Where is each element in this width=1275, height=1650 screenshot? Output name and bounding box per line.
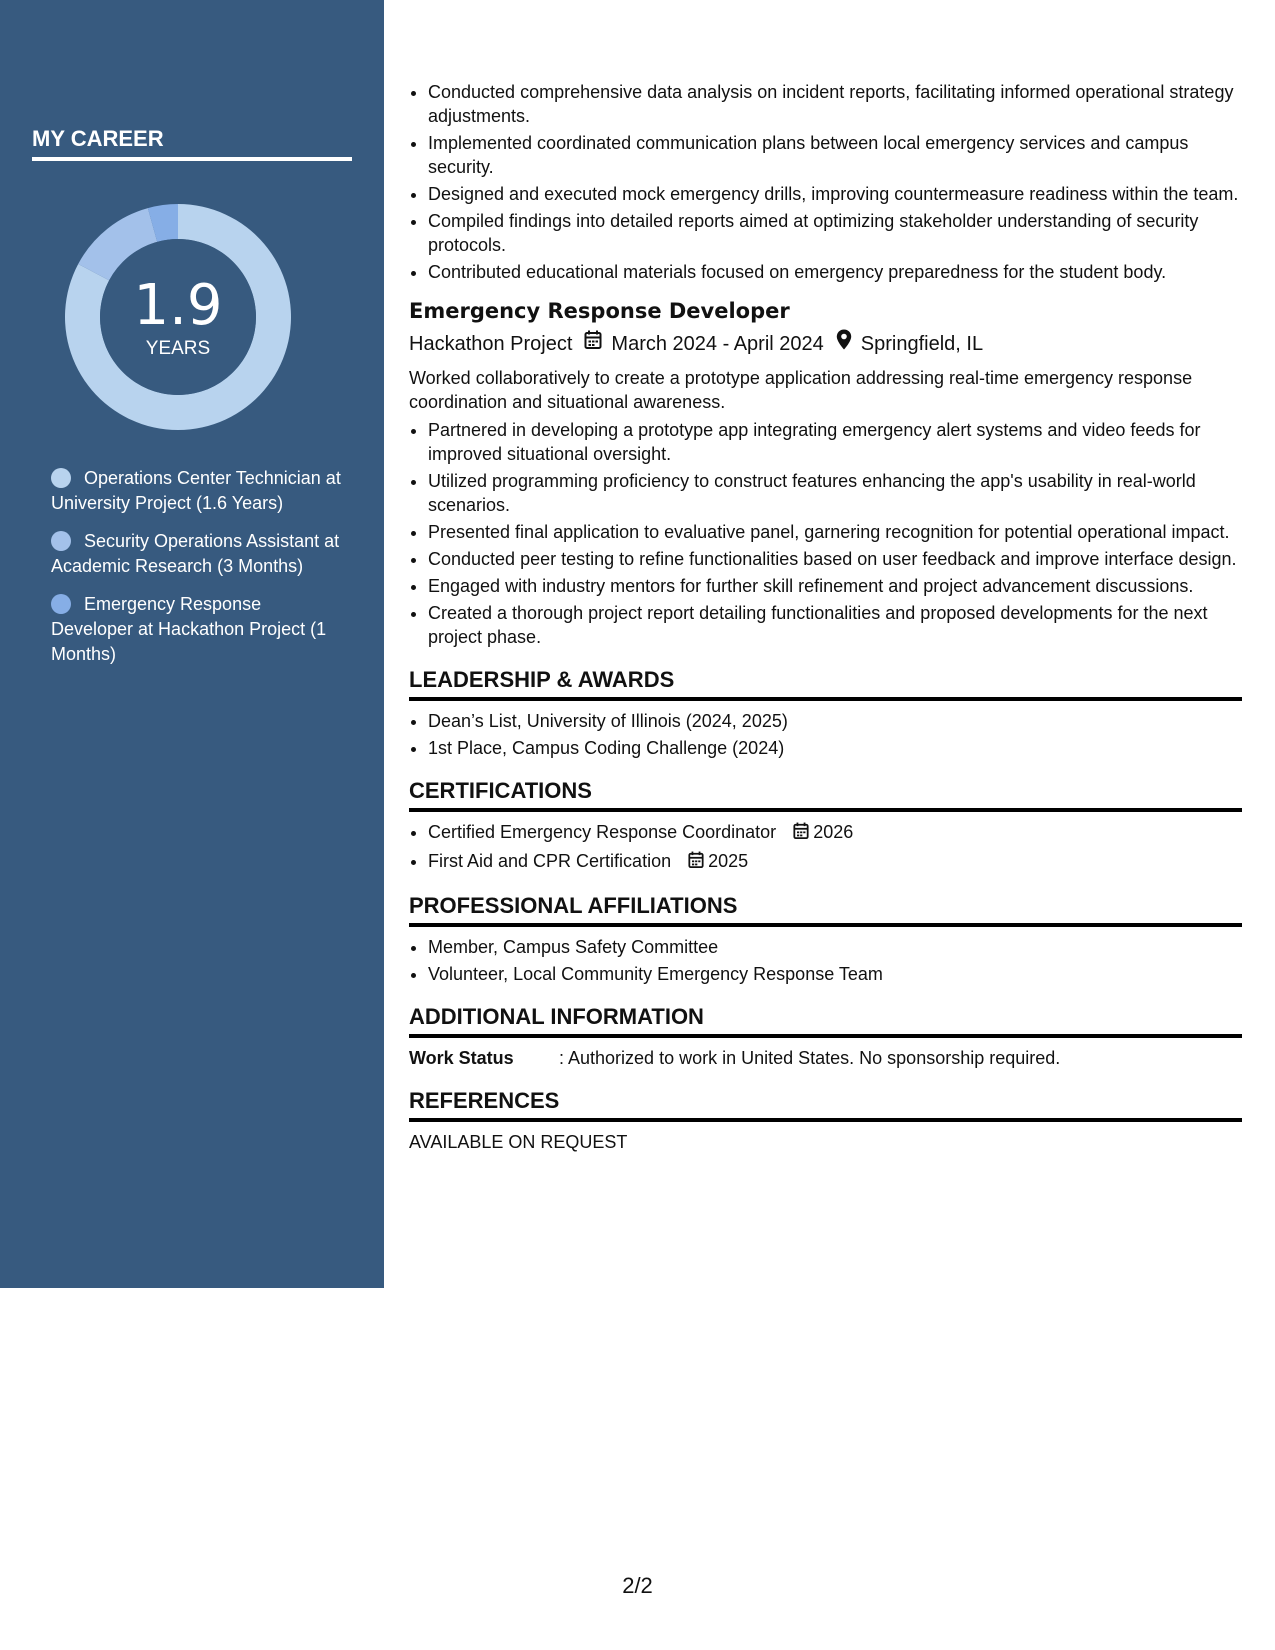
work-status-value: : Authorized to work in United States. No sponsorship required.	[559, 1048, 1061, 1068]
list-item: • Dean’s List, University of Illinois (2024, 2025)	[428, 709, 1242, 733]
career-item	[51, 466, 341, 516]
cert-year-text: 2026	[813, 822, 854, 842]
legend-dot	[51, 468, 71, 488]
list-item: • Created a thorough project report detailing functionalities and proposed developments for the next project phase.	[428, 601, 1242, 649]
job-meta	[409, 329, 1242, 358]
list-item: • Conducted comprehensive data analysis on incident reports, facilitating informed operational strategy adjustments.	[428, 80, 1242, 128]
job-company: Hackathon Project	[409, 332, 573, 355]
list-item: • Compiled findings into detailed reports aimed at optimizing stakeholder understanding of security protocols.	[428, 209, 1242, 257]
work-status-label: Work Status	[409, 1048, 514, 1068]
sidebar	[0, 0, 384, 1288]
cert-year	[688, 851, 748, 871]
job-summary: Worked collaboratively to create a prototype application addressing real-time emergency response coordination and situational awareness.	[409, 368, 1193, 412]
legend-dot	[51, 531, 71, 551]
list-item	[428, 849, 1242, 875]
section-title-affiliations: PROFESSIONAL AFFILIATIONS	[409, 893, 1242, 927]
career-donut-chart	[63, 202, 293, 432]
calendar-icon	[584, 330, 602, 358]
leadership-list	[409, 709, 1242, 760]
calendar-icon	[793, 822, 809, 846]
job-dates: March 2024 - April 2024	[611, 332, 824, 355]
certifications-list	[409, 820, 1242, 875]
donut-total-unit: YEARS	[145, 338, 211, 359]
career-list	[51, 466, 341, 680]
career-item-label: Emergency Response Developer at Hackathon Project (1 Months)	[51, 594, 327, 664]
section-title-additional: ADDITIONAL INFORMATION	[409, 1004, 1242, 1038]
page-number: 2/2	[622, 1573, 653, 1598]
list-item: • Contributed educational materials focused on emergency preparedness for the student body.	[428, 260, 1242, 284]
location-pin-icon	[836, 329, 852, 358]
cert-year-text: 2025	[708, 851, 749, 871]
list-item: • Utilized programming proficiency to construct features enhancing the app's usability in real-world scenarios.	[428, 469, 1242, 517]
section-title-leadership: LEADERSHIP & AWARDS	[409, 667, 1242, 701]
calendar-icon	[688, 851, 704, 875]
section-title-references: REFERENCES	[409, 1088, 1242, 1122]
list-item	[428, 820, 1242, 846]
list-item: • Member, Campus Safety Committee	[428, 935, 1242, 959]
career-title: MY CAREER	[32, 126, 352, 161]
job-bullets	[409, 418, 1242, 649]
job-location: Springfield, IL	[860, 332, 984, 355]
list-item: • Engaged with industry mentors for further skill refinement and project advancement discussions.	[428, 574, 1242, 598]
career-item	[51, 529, 341, 579]
cert-name: First Aid and CPR Certification	[428, 851, 672, 871]
cert-year	[793, 822, 853, 842]
previous-job-bullets	[409, 80, 1242, 284]
list-item: • Implemented coordinated communication plans between local emergency services and campus security.	[428, 131, 1242, 179]
donut-total-value: 1.9	[133, 273, 223, 338]
career-item-label: Security Operations Assistant at Academic Research (3 Months)	[51, 531, 340, 576]
list-item: • Conducted peer testing to refine functionalities based on user feedback and improve interface design.	[428, 547, 1242, 571]
list-item: • Designed and executed mock emergency drills, improving countermeasure readiness within the team.	[428, 182, 1242, 206]
references-text: AVAILABLE ON REQUEST	[409, 1132, 628, 1152]
cert-name: Certified Emergency Response Coordinator	[428, 822, 777, 842]
affiliations-list	[409, 935, 1242, 986]
main-content	[409, 80, 1242, 1154]
list-item: • 1st Place, Campus Coding Challenge (2024)	[428, 736, 1242, 760]
list-item: • Partnered in developing a prototype app integrating emergency alert systems and video feeds for improved situational oversight.	[428, 418, 1242, 466]
work-status-row	[409, 1046, 1242, 1070]
section-title-certifications: CERTIFICATIONS	[409, 778, 1242, 812]
career-item-label: Operations Center Technician at University Project (1.6 Years)	[51, 468, 341, 513]
list-item: • Presented final application to evaluative panel, garnering recognition for potential operational impact.	[428, 520, 1242, 544]
legend-dot	[51, 594, 71, 614]
career-item	[51, 592, 341, 667]
list-item: • Volunteer, Local Community Emergency Response Team	[428, 962, 1242, 986]
job-title: Emergency Response Developer	[409, 299, 790, 323]
